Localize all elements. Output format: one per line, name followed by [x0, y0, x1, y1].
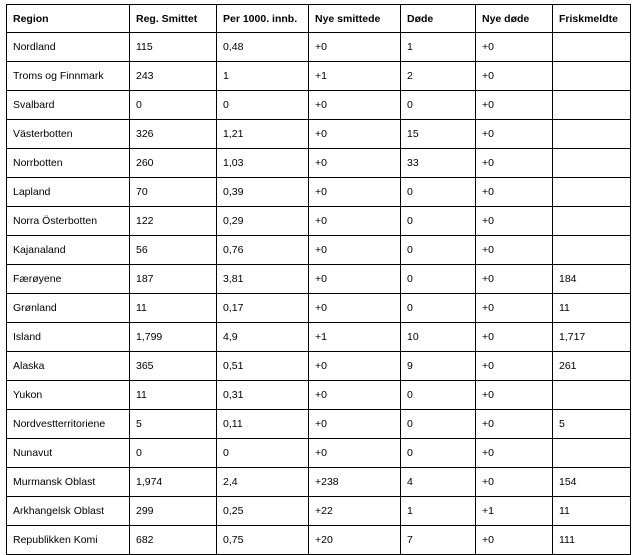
- cell-deaths: 0: [401, 439, 476, 468]
- cell-registered-infected: 1,974: [130, 468, 217, 497]
- cell-recovered: [553, 91, 631, 120]
- cell-new-deaths: +0: [476, 526, 553, 555]
- cell-region: Grønland: [7, 294, 130, 323]
- cell-registered-infected: 56: [130, 236, 217, 265]
- table-row: [7, 294, 631, 323]
- cell-registered-infected: 5: [130, 410, 217, 439]
- cell-per-1000: 1,21: [217, 120, 309, 149]
- cell-per-1000: 3,81: [217, 265, 309, 294]
- column-header-recovered: Friskmeldte: [553, 5, 631, 33]
- column-header-registered-infected: Reg. Smittet: [130, 5, 217, 33]
- cell-region: Nordvestterritoriene: [7, 410, 130, 439]
- table-row: [7, 526, 631, 555]
- cell-deaths: 4: [401, 468, 476, 497]
- cell-region: Murmansk Oblast: [7, 468, 130, 497]
- column-header-deaths: Døde: [401, 5, 476, 33]
- cell-registered-infected: 11: [130, 381, 217, 410]
- cell-per-1000: 0,11: [217, 410, 309, 439]
- cell-recovered: 154: [553, 468, 631, 497]
- cell-deaths: 7: [401, 526, 476, 555]
- cell-deaths: 10: [401, 323, 476, 352]
- cell-per-1000: 4,9: [217, 323, 309, 352]
- cell-recovered: [553, 439, 631, 468]
- cell-per-1000: 0,39: [217, 178, 309, 207]
- cell-region: Norrbotten: [7, 149, 130, 178]
- cell-registered-infected: 1,799: [130, 323, 217, 352]
- cell-deaths: 0: [401, 381, 476, 410]
- cell-new-infected: +0: [309, 149, 401, 178]
- cell-recovered: 1,717: [553, 323, 631, 352]
- cell-region: Norra Österbotten: [7, 207, 130, 236]
- cell-registered-infected: 11: [130, 294, 217, 323]
- cell-new-infected: +1: [309, 323, 401, 352]
- cell-recovered: [553, 178, 631, 207]
- cell-recovered: 184: [553, 265, 631, 294]
- cell-per-1000: 0,31: [217, 381, 309, 410]
- cell-region: Kajanaland: [7, 236, 130, 265]
- cell-recovered: [553, 120, 631, 149]
- cell-per-1000: 0: [217, 439, 309, 468]
- table-row: [7, 439, 631, 468]
- cell-region: Arkhangelsk Oblast: [7, 497, 130, 526]
- column-header-new-infected: Nye smittede: [309, 5, 401, 33]
- cell-registered-infected: 70: [130, 178, 217, 207]
- cell-recovered: 261: [553, 352, 631, 381]
- cell-region: Svalbard: [7, 91, 130, 120]
- cell-deaths: 9: [401, 352, 476, 381]
- cell-new-deaths: +0: [476, 178, 553, 207]
- cell-per-1000: 0,29: [217, 207, 309, 236]
- cell-deaths: 0: [401, 207, 476, 236]
- cell-registered-infected: 187: [130, 265, 217, 294]
- cell-new-infected: +238: [309, 468, 401, 497]
- cell-recovered: 5: [553, 410, 631, 439]
- cell-new-infected: +0: [309, 178, 401, 207]
- cell-region: Republikken Komi: [7, 526, 130, 555]
- cell-new-infected: +0: [309, 33, 401, 62]
- cell-new-infected: +0: [309, 352, 401, 381]
- cell-registered-infected: 0: [130, 439, 217, 468]
- cell-registered-infected: 326: [130, 120, 217, 149]
- cell-per-1000: 0,25: [217, 497, 309, 526]
- cell-recovered: 11: [553, 294, 631, 323]
- cell-new-infected: +0: [309, 294, 401, 323]
- cell-recovered: 11: [553, 497, 631, 526]
- cell-registered-infected: 122: [130, 207, 217, 236]
- cell-region: Island: [7, 323, 130, 352]
- table-row: [7, 236, 631, 265]
- cell-new-deaths: +0: [476, 149, 553, 178]
- cell-deaths: 15: [401, 120, 476, 149]
- cell-new-deaths: +1: [476, 497, 553, 526]
- cell-region: Nordland: [7, 33, 130, 62]
- table-row: [7, 265, 631, 294]
- cell-recovered: [553, 207, 631, 236]
- cell-deaths: 2: [401, 62, 476, 91]
- cell-new-infected: +0: [309, 265, 401, 294]
- cell-per-1000: 0,51: [217, 352, 309, 381]
- cell-registered-infected: 299: [130, 497, 217, 526]
- cell-new-infected: +0: [309, 236, 401, 265]
- cell-new-deaths: +0: [476, 91, 553, 120]
- cell-recovered: [553, 33, 631, 62]
- cell-per-1000: 0,76: [217, 236, 309, 265]
- cell-recovered: [553, 381, 631, 410]
- table-row: [7, 149, 631, 178]
- region-stats-table: [6, 4, 631, 555]
- cell-region: Nunavut: [7, 439, 130, 468]
- cell-registered-infected: 0: [130, 91, 217, 120]
- cell-registered-infected: 682: [130, 526, 217, 555]
- cell-new-deaths: +0: [476, 62, 553, 91]
- cell-deaths: 0: [401, 410, 476, 439]
- cell-per-1000: 0: [217, 91, 309, 120]
- cell-region: Västerbotten: [7, 120, 130, 149]
- cell-new-deaths: +0: [476, 294, 553, 323]
- cell-registered-infected: 115: [130, 33, 217, 62]
- cell-region: Yukon: [7, 381, 130, 410]
- cell-recovered: [553, 62, 631, 91]
- cell-registered-infected: 260: [130, 149, 217, 178]
- cell-deaths: 0: [401, 236, 476, 265]
- cell-new-deaths: +0: [476, 33, 553, 62]
- cell-new-deaths: +0: [476, 381, 553, 410]
- table-row: [7, 352, 631, 381]
- cell-recovered: [553, 236, 631, 265]
- cell-region: Lapland: [7, 178, 130, 207]
- table-row: [7, 497, 631, 526]
- cell-deaths: 33: [401, 149, 476, 178]
- cell-region: Færøyene: [7, 265, 130, 294]
- cell-deaths: 0: [401, 91, 476, 120]
- cell-new-infected: +20: [309, 526, 401, 555]
- cell-region: Alaska: [7, 352, 130, 381]
- cell-new-deaths: +0: [476, 439, 553, 468]
- cell-new-deaths: +0: [476, 468, 553, 497]
- cell-new-infected: +22: [309, 497, 401, 526]
- cell-new-infected: +0: [309, 439, 401, 468]
- cell-region: Troms og Finnmark: [7, 62, 130, 91]
- cell-deaths: 1: [401, 497, 476, 526]
- cell-new-deaths: +0: [476, 236, 553, 265]
- cell-new-deaths: +0: [476, 207, 553, 236]
- cell-new-infected: +0: [309, 207, 401, 236]
- cell-new-infected: +0: [309, 410, 401, 439]
- cell-new-deaths: +0: [476, 265, 553, 294]
- table-row: [7, 207, 631, 236]
- region-stats-table-container: [6, 4, 631, 555]
- cell-new-deaths: +0: [476, 352, 553, 381]
- cell-registered-infected: 365: [130, 352, 217, 381]
- cell-recovered: 111: [553, 526, 631, 555]
- table-body: [7, 33, 631, 555]
- table-row: [7, 120, 631, 149]
- header-row: [7, 5, 631, 33]
- table-row: [7, 62, 631, 91]
- column-header-new-deaths: Nye døde: [476, 5, 553, 33]
- cell-deaths: 0: [401, 178, 476, 207]
- table-row: [7, 381, 631, 410]
- cell-deaths: 0: [401, 294, 476, 323]
- cell-deaths: 1: [401, 33, 476, 62]
- table-row: [7, 178, 631, 207]
- cell-per-1000: 1,03: [217, 149, 309, 178]
- column-header-region: Region: [7, 5, 130, 33]
- table-row: [7, 33, 631, 62]
- cell-new-deaths: +0: [476, 323, 553, 352]
- cell-per-1000: 0,75: [217, 526, 309, 555]
- cell-new-deaths: +0: [476, 410, 553, 439]
- cell-per-1000: 2,4: [217, 468, 309, 497]
- column-header-per-1000: Per 1000. innb.: [217, 5, 309, 33]
- cell-deaths: 0: [401, 265, 476, 294]
- cell-new-infected: +0: [309, 120, 401, 149]
- cell-per-1000: 0,48: [217, 33, 309, 62]
- cell-recovered: [553, 149, 631, 178]
- cell-new-deaths: +0: [476, 120, 553, 149]
- table-row: [7, 468, 631, 497]
- table-row: [7, 323, 631, 352]
- table-row: [7, 91, 631, 120]
- cell-new-infected: +0: [309, 91, 401, 120]
- cell-per-1000: 1: [217, 62, 309, 91]
- cell-per-1000: 0,17: [217, 294, 309, 323]
- cell-new-infected: +0: [309, 381, 401, 410]
- cell-registered-infected: 243: [130, 62, 217, 91]
- cell-new-infected: +1: [309, 62, 401, 91]
- table-row: [7, 410, 631, 439]
